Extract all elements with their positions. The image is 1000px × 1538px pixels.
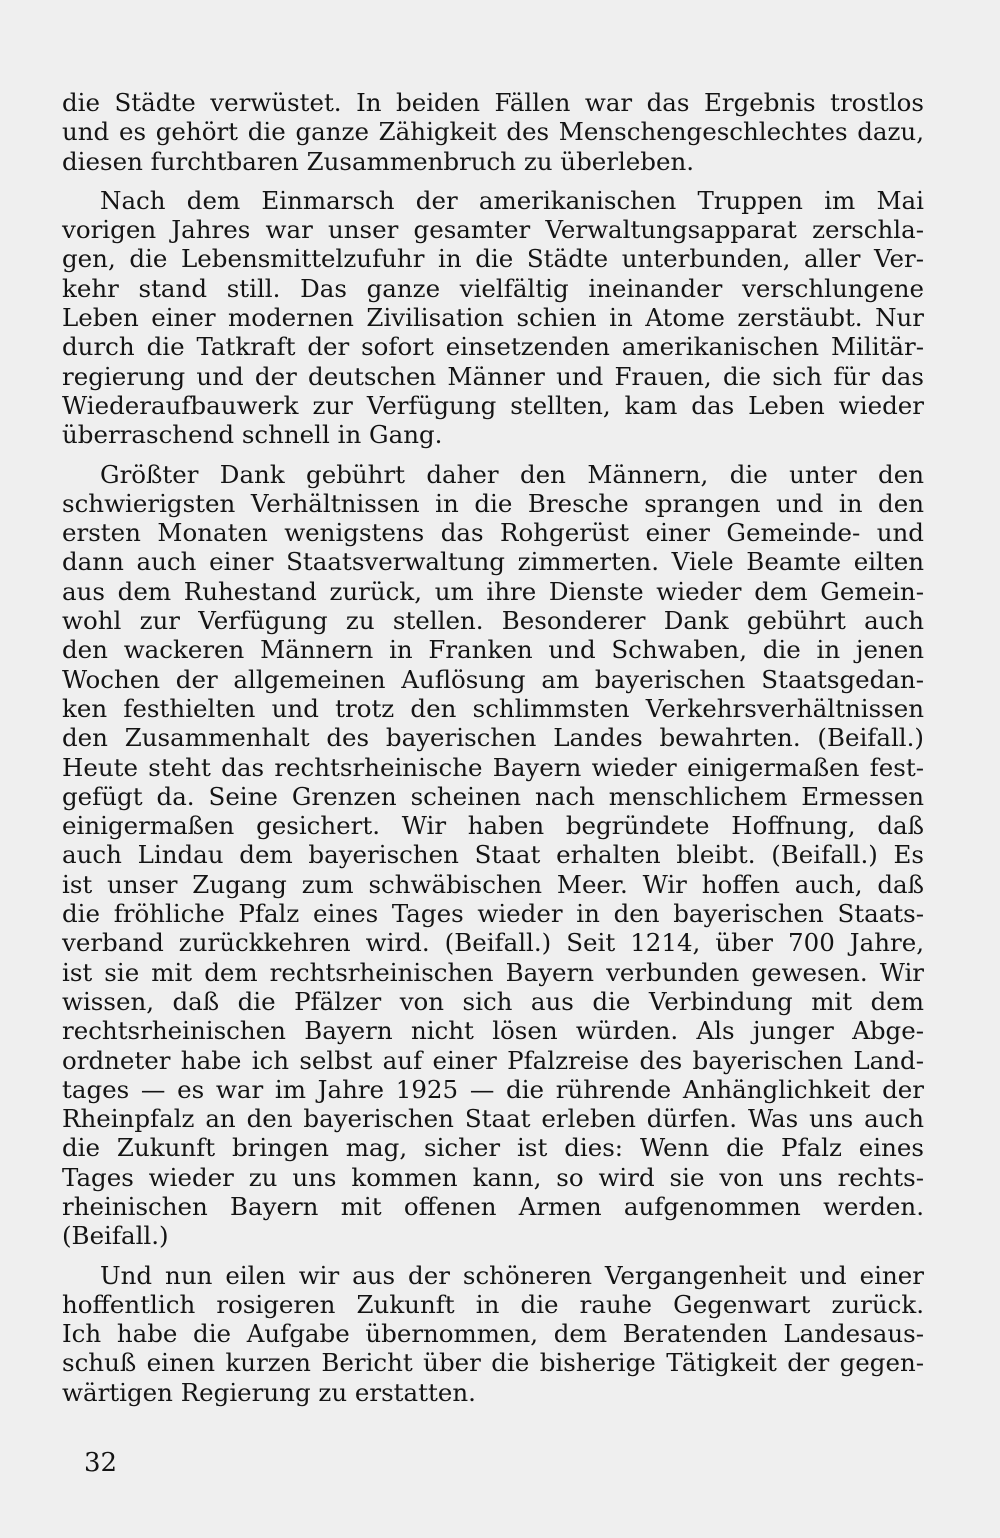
text-line: die fröhliche Pfalz eines Tages wieder in den bayerischen Staats- xyxy=(62,899,924,929)
text-line: überraschend schnell in Gang. xyxy=(62,420,443,450)
paragraph xyxy=(62,186,924,450)
text-line: ersten Monaten wenigstens das Rohgerüst einer Gemeinde- und xyxy=(62,518,924,548)
text-line: gefügt da. Seine Grenzen scheinen nach menschlichem Ermessen xyxy=(62,781,924,811)
text-line: vorigen Jahres war unser gesamter Verwaltungsapparat zerschla- xyxy=(62,215,924,245)
text-line: wohl zur Verfügung zu stellen. Besonderer Dank gebührt auch xyxy=(62,606,924,636)
page-number: 32 xyxy=(84,1448,118,1478)
text-line: wärtigen Regierung zu erstatten. xyxy=(62,1377,476,1407)
text-line: dann auch einer Staatsverwaltung zimmerten. Viele Beamte eilten xyxy=(62,547,924,577)
text-line: Ich habe die Aufgabe übernommen, dem Beratenden Landesaus- xyxy=(62,1319,924,1349)
text-line: schwierigsten Verhältnissen in die Bresche sprangen und in den xyxy=(62,488,924,518)
text-line: den wackeren Männern in Franken und Schwaben, die in jenen xyxy=(62,635,924,665)
text-line: hoffentlich rosigeren Zukunft in die rauhe Gegenwart zurück. xyxy=(62,1289,924,1319)
text-line: durch die Tatkraft der sofort einsetzenden amerikanischen Militär- xyxy=(62,332,924,362)
text-line: regierung und der deutschen Männer und Frauen, die sich für das xyxy=(62,361,924,391)
text-line: rheinischen Bayern mit offenen Armen aufgenommen werden. xyxy=(62,1191,924,1221)
paragraph xyxy=(62,1261,924,1407)
text-line: Tages wieder zu uns kommen kann, so wird sie von uns rechts- xyxy=(62,1162,924,1192)
text-line: kehr stand still. Das ganze vielfältig ineinander verschlungene xyxy=(62,273,924,303)
text-line: Wiederaufbauwerk zur Verfügung stellten, kam das Leben wieder xyxy=(62,390,924,420)
text-line: Und nun eilen wir aus der schöneren Vergangenheit und einer xyxy=(100,1260,924,1290)
text-line: Heute steht das rechtsrheinische Bayern wieder einigermaßen fest- xyxy=(62,752,924,782)
text-line: gen, die Lebensmittelzufuhr in die Städte unterbunden, aller Ver- xyxy=(62,244,924,274)
text-line: Rheinpfalz an den bayerischen Staat erleben dürfen. Was uns auch xyxy=(62,1104,924,1134)
text-line: diesen furchtbaren Zusammenbruch zu überleben. xyxy=(62,146,695,176)
text-line: die Zukunft bringen mag, sicher ist dies: Wenn die Pfalz eines xyxy=(62,1133,924,1163)
text-line: Leben einer modernen Zivilisation schien in Atome zerstäubt. Nur xyxy=(62,303,924,333)
text-line: auch Lindau dem bayerischen Staat erhalten bleibt. (Beifall.) Es xyxy=(62,840,924,870)
text-line: (Beifall.) xyxy=(62,1221,169,1251)
paragraph xyxy=(62,88,924,176)
text-line: ken festhielten und trotz den schlimmsten Verkehrsverhältnissen xyxy=(62,693,924,723)
text-line: einigermaßen gesichert. Wir haben begründete Hoffnung, daß xyxy=(62,811,924,841)
text-line: ordneter habe ich selbst auf einer Pfalzreise des bayerischen Land- xyxy=(62,1045,924,1075)
text-line: die Städte verwüstet. In beiden Fällen war das Ergebnis trostlos xyxy=(62,88,924,117)
text-line: Wochen der allgemeinen Auflösung am bayerischen Staatsgedan- xyxy=(62,664,924,694)
text-line: wissen, daß die Pfälzer von sich aus die Verbindung mit dem xyxy=(62,986,924,1016)
text-line: und es gehört die ganze Zähigkeit des Menschengeschlechtes dazu, xyxy=(62,117,924,147)
text-line: aus dem Ruhestand zurück, um ihre Dienste wieder dem Gemein- xyxy=(62,576,924,606)
body-text xyxy=(62,88,924,1407)
text-line: tages — es war im Jahre 1925 — die rührende Anhänglichkeit der xyxy=(62,1074,924,1104)
text-line: Nach dem Einmarsch der amerikanischen Truppen im Mai xyxy=(100,185,924,215)
text-line: ist sie mit dem rechtsrheinischen Bayern verbunden gewesen. Wir xyxy=(62,957,924,987)
text-line: rechtsrheinischen Bayern nicht lösen würden. Als junger Abge- xyxy=(62,1016,924,1046)
paragraph xyxy=(62,460,924,1251)
text-line: verband zurückkehren wird. (Beifall.) Seit 1214, über 700 Jahre, xyxy=(62,928,924,958)
text-line: den Zusammenhalt des bayerischen Landes bewahrten. (Beifall.) xyxy=(62,723,924,753)
text-line: schuß einen kurzen Bericht über die bisherige Tätigkeit der gegen- xyxy=(62,1348,924,1378)
text-line: ist unser Zugang zum schwäbischen Meer. Wir hoffen auch, daß xyxy=(62,869,924,899)
text-line: Größter Dank gebührt daher den Männern, die unter den xyxy=(100,459,924,489)
